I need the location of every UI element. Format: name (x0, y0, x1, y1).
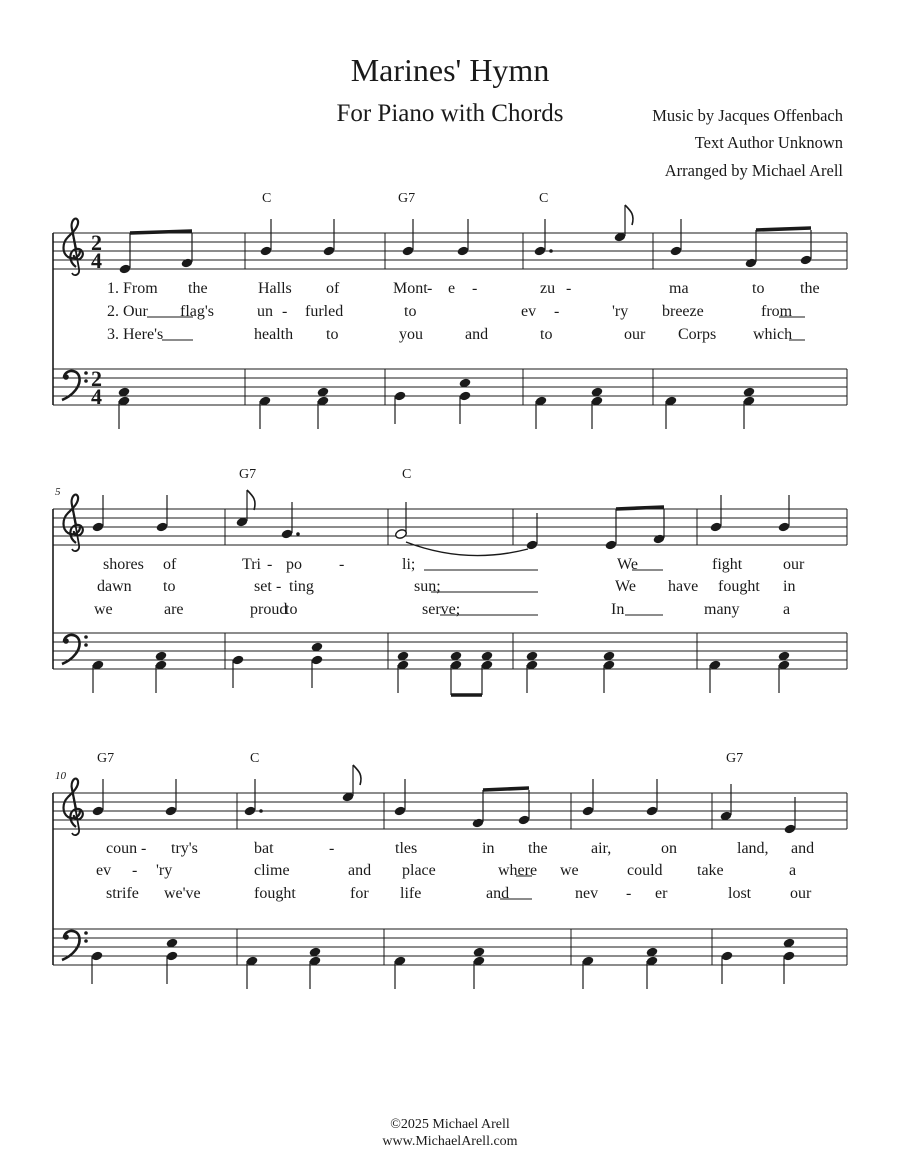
chord-symbol: G7 (239, 467, 257, 482)
lyric-syllable: lost (728, 885, 752, 902)
lyric-syllable: 3. Here's (107, 326, 164, 343)
note-flag (247, 490, 255, 510)
lyric-syllable: land, (737, 840, 769, 857)
note-flag (625, 205, 633, 225)
lyric-syllable: - (566, 280, 572, 297)
lyric-syllable: fought (718, 578, 760, 595)
lyric-syllable: to (163, 578, 176, 595)
lyric-syllable: er (655, 885, 668, 902)
lyric-syllable: in (783, 578, 796, 595)
lyric-syllable: to (404, 303, 417, 320)
lyric-syllable: nev (575, 885, 599, 902)
treble-time-sig-top: 2 (91, 230, 102, 255)
note-beam (483, 788, 529, 790)
lyric-syllable: strife (106, 885, 139, 902)
lyric-syllable: coun (106, 840, 138, 857)
lyric-syllable: and (791, 840, 815, 857)
lyric-syllable: our (783, 556, 805, 573)
lyric-syllable: a (789, 862, 797, 879)
lyric-syllable: our (790, 885, 812, 902)
chord-symbol: C (262, 191, 272, 206)
lyric-syllable: our (624, 326, 646, 343)
lyric-syllable: on (661, 840, 677, 857)
treble-clef-icon (64, 219, 83, 276)
lyric-syllable: take (697, 862, 724, 879)
lyric-syllable: to (285, 601, 298, 618)
lyric-syllable: - (427, 280, 433, 297)
lyric-syllable: - (141, 840, 147, 857)
chord-symbol: C (250, 751, 260, 766)
dot (549, 249, 553, 253)
page-subtitle: For Piano with Chords (336, 100, 564, 127)
lyric-syllable: - (472, 280, 478, 297)
lyric-syllable: of (326, 280, 340, 297)
lyric-syllable: where (498, 862, 538, 879)
chord-symbol: G7 (726, 751, 744, 766)
lyric-syllable: - (132, 862, 138, 879)
copyright-notice: ©2025 Michael Arell (390, 1117, 510, 1132)
lyric-syllable: we (94, 601, 113, 618)
lyric-syllable: - (329, 840, 335, 857)
note-flag (353, 765, 361, 785)
lyric-syllable: from (761, 303, 793, 320)
bass-time-sig-top: 2 (91, 366, 102, 391)
tie (406, 542, 528, 556)
lyric-syllable: - (554, 303, 560, 320)
lyric-syllable: Mont (393, 280, 428, 297)
lyric-syllable: In (611, 601, 625, 618)
lyric-syllable: 1. From (107, 280, 158, 297)
lyric-syllable: ev (96, 862, 112, 879)
lyric-syllable: fought (254, 885, 296, 902)
lyric-syllable: the (800, 280, 820, 297)
lyric-syllable: flag's (180, 303, 214, 320)
treble-clef-icon (64, 495, 83, 552)
lyric-syllable: Halls (258, 280, 292, 297)
lyric-syllable: you (399, 326, 423, 343)
lyric-syllable: po (286, 556, 302, 573)
arranger-credit: Arranged by Michael Arell (664, 161, 843, 180)
lyric-syllable: serve; (422, 601, 461, 618)
lyric-syllable: the (528, 840, 548, 857)
lyric-syllable: breeze (662, 303, 704, 320)
chord-symbol: G7 (398, 191, 416, 206)
lyric-syllable: 2. Our (107, 303, 148, 320)
composer-credit: Music by Jacques Offenbach (652, 106, 843, 125)
lyric-syllable: which (753, 326, 793, 343)
lyric-syllable: - (276, 578, 282, 595)
chord-symbol: C (539, 191, 549, 206)
measure-number: 10 (55, 770, 66, 782)
treble-time-sig-bottom: 4 (91, 248, 102, 273)
lyric-syllable: tles (395, 840, 418, 857)
lyric-syllable: and (348, 862, 372, 879)
lyric-syllable: and (486, 885, 510, 902)
lyric-syllable: set (254, 578, 272, 595)
lyric-syllable: life (400, 885, 422, 902)
lyric-syllable: the (188, 280, 208, 297)
lyric-syllable: ting (289, 578, 314, 595)
lyric-syllable: for (350, 885, 369, 902)
lyric-syllable: air, (591, 840, 612, 857)
lyric-syllable: - (267, 556, 273, 573)
lyric-syllable: to (540, 326, 553, 343)
lyric-syllable: 'ry (156, 862, 173, 879)
lyric-syllable: proud (250, 601, 288, 618)
lyric-syllable: zu (540, 280, 556, 297)
lyric-syllable: many (704, 601, 740, 618)
lyric-syllable: place (402, 862, 436, 879)
lyric-syllable: fight (712, 556, 743, 573)
lyricist-credit: Text Author Unknown (694, 133, 843, 152)
lyric-syllable: are (164, 601, 184, 618)
lyric-syllable: to (752, 280, 765, 297)
lyric-syllable: - (626, 885, 632, 902)
lyric-syllable: in (482, 840, 495, 857)
lyric-syllable: a (783, 601, 791, 618)
chord-symbol: G7 (97, 751, 115, 766)
lyric-syllable: - (339, 556, 345, 573)
lyric-syllable: try's (171, 840, 198, 857)
note-beam (616, 507, 664, 509)
page-title: Marines' Hymn (350, 52, 550, 88)
lyric-syllable: of (163, 556, 177, 573)
lyric-syllable: and (465, 326, 489, 343)
lyric-syllable: We (615, 578, 636, 595)
dot (259, 809, 263, 813)
lyric-syllable: furled (305, 303, 344, 320)
lyric-syllable: sun; (414, 578, 441, 595)
lyric-syllable: - (282, 303, 288, 320)
lyric-syllable: Corps (678, 326, 717, 343)
lyric-syllable: dawn (97, 578, 132, 595)
bass-time-sig-bottom: 4 (91, 384, 102, 409)
lyric-syllable: we've (164, 885, 201, 902)
lyric-syllable: health (254, 326, 294, 343)
lyric-syllable: un (257, 303, 273, 320)
note-beam (130, 231, 192, 233)
lyric-syllable: could (627, 862, 663, 879)
lyric-syllable: clime (254, 862, 290, 879)
note-beam (756, 228, 811, 230)
lyric-syllable: ma (669, 280, 689, 297)
website-link[interactable]: www.MichaelArell.com (382, 1134, 518, 1149)
lyric-syllable: li; (402, 556, 416, 573)
lyric-syllable: 'ry (612, 303, 629, 320)
lyric-syllable: have (668, 578, 699, 595)
lyric-syllable: e (448, 280, 456, 297)
lyric-syllable: to (326, 326, 339, 343)
chord-symbol: C (402, 467, 412, 482)
lyric-syllable: we (560, 862, 579, 879)
lyric-syllable: ev (521, 303, 537, 320)
lyric-syllable: shores (103, 556, 144, 573)
lyric-syllable: Tri (242, 556, 261, 573)
lyric-syllable: bat (254, 840, 274, 857)
measure-number: 5 (55, 486, 61, 498)
treble-clef-icon (64, 779, 83, 836)
dot (296, 532, 300, 536)
lyric-syllable: We (617, 556, 638, 573)
